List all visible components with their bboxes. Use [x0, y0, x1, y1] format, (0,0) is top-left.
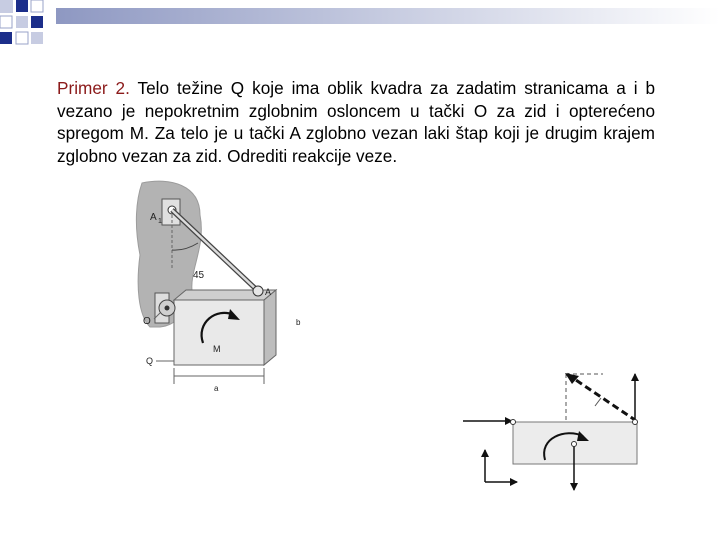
fbd-node-left: [511, 420, 516, 425]
mechanism-figure: [130, 175, 330, 400]
label-o: O: [143, 316, 151, 327]
header-decoration: [0, 0, 720, 48]
label-dim-a: a: [214, 384, 219, 393]
box-side: [264, 290, 276, 365]
fbd-rod-reaction: [567, 374, 635, 420]
label-b: b: [296, 318, 301, 327]
problem-statement: [57, 77, 655, 167]
label-angle: 45: [193, 270, 205, 281]
hinge-a: [253, 286, 263, 296]
fbd-node-center: [572, 442, 577, 447]
label-a1: A: [150, 212, 157, 223]
label-a: A: [265, 287, 272, 297]
label-a1-sub: 1: [158, 218, 162, 225]
fbd-angle-mark: [595, 398, 601, 406]
free-body-diagram: [455, 362, 655, 497]
header-gradient-bar: [56, 8, 720, 24]
support-o-center: [165, 306, 170, 311]
problem-text: Telo težine Q koje ima oblik kvadra za zadatim stranicama a i b vezano je nepokretnim zglobnim osloncem u tački O za zid i opterećeno spregom M. Za telo je u tački A zglobno vezan laki štap koji je drugim krajem zglobno vezan za zid. Odrediti reakcije veze.: [57, 78, 656, 166]
label-m: M: [213, 344, 221, 354]
fbd-node-right: [633, 420, 638, 425]
header-squares: [0, 0, 43, 44]
problem-lead: Primer 2.: [57, 78, 130, 98]
box-front: [174, 300, 264, 365]
label-q: Q: [146, 356, 154, 366]
